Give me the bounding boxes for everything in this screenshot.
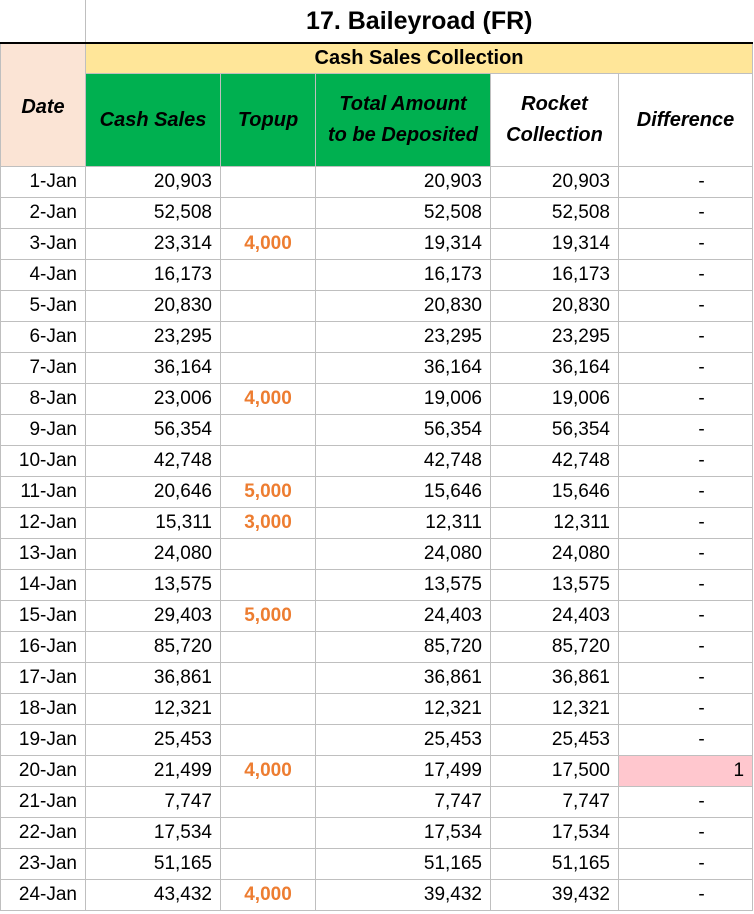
rocket-header-line1: Rocket <box>521 93 588 115</box>
table-row <box>1 539 753 570</box>
difference-cell: - <box>619 694 753 725</box>
date-cell: 15-Jan <box>1 601 86 632</box>
cash-sales-cell: 17,534 <box>86 818 221 849</box>
topup-cell <box>221 415 316 446</box>
total-deposit-cell: 16,173 <box>316 260 491 291</box>
topup-cell <box>221 725 316 756</box>
total-deposit-cell: 17,499 <box>316 756 491 787</box>
cash-sales-header: Cash Sales <box>86 74 221 167</box>
cash-sales-cell: 20,830 <box>86 291 221 322</box>
cash-sales-cell: 25,453 <box>86 725 221 756</box>
difference-cell: - <box>619 570 753 601</box>
rocket-collection-cell: 17,500 <box>491 756 619 787</box>
total-deposit-cell: 15,646 <box>316 477 491 508</box>
table-row <box>1 818 753 849</box>
date-cell: 17-Jan <box>1 663 86 694</box>
difference-cell: - <box>619 167 753 198</box>
total-deposit-cell: 85,720 <box>316 632 491 663</box>
table-row <box>1 229 753 260</box>
total-deposit-cell: 36,861 <box>316 663 491 694</box>
table-row <box>1 849 753 880</box>
rocket-collection-cell: 85,720 <box>491 632 619 663</box>
cash-sales-cell: 12,321 <box>86 694 221 725</box>
cash-sales-cell: 52,508 <box>86 198 221 229</box>
date-cell: 23-Jan <box>1 849 86 880</box>
difference-cell: - <box>619 229 753 260</box>
rocket-collection-cell: 36,861 <box>491 663 619 694</box>
date-cell: 11-Jan <box>1 477 86 508</box>
total-deposit-cell: 12,311 <box>316 508 491 539</box>
topup-cell: 4,000 <box>221 229 316 260</box>
sheet-title: 17. Baileyroad (FR) <box>86 0 753 43</box>
total-deposit-cell: 7,747 <box>316 787 491 818</box>
total-deposit-cell: 25,453 <box>316 725 491 756</box>
total-deposit-cell: 19,314 <box>316 229 491 260</box>
rocket-collection-cell: 42,748 <box>491 446 619 477</box>
cash-sales-cell: 20,903 <box>86 167 221 198</box>
table-row <box>1 632 753 663</box>
rocket-collection-cell: 17,534 <box>491 818 619 849</box>
difference-cell: - <box>619 291 753 322</box>
difference-cell: - <box>619 849 753 880</box>
rocket-header-line2: Collection <box>506 124 603 146</box>
rocket-collection-header <box>491 74 619 167</box>
topup-header: Topup <box>221 74 316 167</box>
total-deposit-cell: 56,354 <box>316 415 491 446</box>
date-cell: 12-Jan <box>1 508 86 539</box>
difference-cell: - <box>619 880 753 911</box>
cash-sales-cell: 21,499 <box>86 756 221 787</box>
rocket-collection-cell: 19,006 <box>491 384 619 415</box>
rocket-collection-cell: 12,311 <box>491 508 619 539</box>
date-cell: 13-Jan <box>1 539 86 570</box>
difference-cell: 1 <box>619 756 753 787</box>
total-deposit-header <box>316 74 491 167</box>
date-cell: 3-Jan <box>1 229 86 260</box>
topup-cell <box>221 632 316 663</box>
rocket-collection-cell: 20,903 <box>491 167 619 198</box>
table-row <box>1 694 753 725</box>
rocket-collection-cell: 25,453 <box>491 725 619 756</box>
table-row <box>1 663 753 694</box>
table-row <box>1 167 753 198</box>
date-cell: 21-Jan <box>1 787 86 818</box>
rocket-collection-cell: 15,646 <box>491 477 619 508</box>
difference-cell: - <box>619 508 753 539</box>
cash-sales-cell: 36,861 <box>86 663 221 694</box>
topup-cell <box>221 570 316 601</box>
topup-cell <box>221 694 316 725</box>
date-cell: 5-Jan <box>1 291 86 322</box>
topup-cell: 4,000 <box>221 384 316 415</box>
total-deposit-cell: 12,321 <box>316 694 491 725</box>
topup-cell: 4,000 <box>221 756 316 787</box>
corner-blank-cell <box>1 0 86 43</box>
total-deposit-cell: 42,748 <box>316 446 491 477</box>
rocket-collection-cell: 20,830 <box>491 291 619 322</box>
difference-cell: - <box>619 446 753 477</box>
total-header-line2: to be Deposited <box>327 124 478 146</box>
total-deposit-cell: 20,903 <box>316 167 491 198</box>
table-row <box>1 601 753 632</box>
cash-sales-cell: 24,080 <box>86 539 221 570</box>
table-row <box>1 198 753 229</box>
rocket-collection-cell: 12,321 <box>491 694 619 725</box>
cash-sales-cell: 36,164 <box>86 353 221 384</box>
table-row <box>1 384 753 415</box>
topup-cell <box>221 291 316 322</box>
cash-sales-cell: 23,295 <box>86 322 221 353</box>
total-deposit-cell: 17,534 <box>316 818 491 849</box>
total-deposit-cell: 19,006 <box>316 384 491 415</box>
table-row <box>1 787 753 818</box>
table-row <box>1 477 753 508</box>
difference-cell: - <box>619 353 753 384</box>
rocket-collection-cell: 56,354 <box>491 415 619 446</box>
date-cell: 10-Jan <box>1 446 86 477</box>
total-deposit-cell: 52,508 <box>316 198 491 229</box>
difference-cell: - <box>619 725 753 756</box>
date-cell: 20-Jan <box>1 756 86 787</box>
cash-sales-cell: 85,720 <box>86 632 221 663</box>
cash-sales-cell: 42,748 <box>86 446 221 477</box>
topup-cell <box>221 539 316 570</box>
rocket-collection-cell: 52,508 <box>491 198 619 229</box>
date-cell: 22-Jan <box>1 818 86 849</box>
rocket-collection-cell: 23,295 <box>491 322 619 353</box>
topup-cell: 4,000 <box>221 880 316 911</box>
rocket-collection-cell: 24,080 <box>491 539 619 570</box>
cash-sales-cell: 20,646 <box>86 477 221 508</box>
total-deposit-cell: 23,295 <box>316 322 491 353</box>
topup-cell <box>221 446 316 477</box>
difference-cell: - <box>619 601 753 632</box>
cash-sales-cell: 16,173 <box>86 260 221 291</box>
difference-cell: - <box>619 787 753 818</box>
date-cell: 18-Jan <box>1 694 86 725</box>
cash-sales-cell: 23,314 <box>86 229 221 260</box>
rocket-collection-cell: 39,432 <box>491 880 619 911</box>
difference-cell: - <box>619 539 753 570</box>
topup-cell <box>221 818 316 849</box>
date-cell: 2-Jan <box>1 198 86 229</box>
table-row <box>1 756 753 787</box>
difference-cell: - <box>619 477 753 508</box>
topup-cell: 5,000 <box>221 601 316 632</box>
total-deposit-cell: 20,830 <box>316 291 491 322</box>
difference-cell: - <box>619 632 753 663</box>
table-row <box>1 291 753 322</box>
cash-sales-cell: 43,432 <box>86 880 221 911</box>
rocket-collection-cell: 7,747 <box>491 787 619 818</box>
table-row <box>1 322 753 353</box>
cash-sales-cell: 29,403 <box>86 601 221 632</box>
total-deposit-cell: 24,080 <box>316 539 491 570</box>
rocket-collection-cell: 24,403 <box>491 601 619 632</box>
table-row <box>1 570 753 601</box>
total-deposit-cell: 51,165 <box>316 849 491 880</box>
date-cell: 9-Jan <box>1 415 86 446</box>
cash-sales-cell: 23,006 <box>86 384 221 415</box>
date-cell: 16-Jan <box>1 632 86 663</box>
date-cell: 1-Jan <box>1 167 86 198</box>
topup-cell: 3,000 <box>221 508 316 539</box>
difference-cell: - <box>619 415 753 446</box>
date-cell: 8-Jan <box>1 384 86 415</box>
total-header-line1: Total Amount <box>339 93 467 115</box>
table-row <box>1 260 753 291</box>
cash-sales-cell: 56,354 <box>86 415 221 446</box>
table-row <box>1 508 753 539</box>
rocket-collection-cell: 13,575 <box>491 570 619 601</box>
topup-cell <box>221 260 316 291</box>
cash-sales-cell: 51,165 <box>86 849 221 880</box>
date-header: Date <box>1 43 86 167</box>
topup-cell <box>221 663 316 694</box>
rocket-collection-cell: 16,173 <box>491 260 619 291</box>
topup-cell <box>221 849 316 880</box>
difference-cell: - <box>619 663 753 694</box>
topup-cell: 5,000 <box>221 477 316 508</box>
difference-cell: - <box>619 260 753 291</box>
table-row <box>1 446 753 477</box>
total-deposit-cell: 13,575 <box>316 570 491 601</box>
date-cell: 14-Jan <box>1 570 86 601</box>
table-row <box>1 880 753 911</box>
cash-sales-cell: 13,575 <box>86 570 221 601</box>
total-deposit-cell: 24,403 <box>316 601 491 632</box>
total-deposit-cell: 39,432 <box>316 880 491 911</box>
date-cell: 7-Jan <box>1 353 86 384</box>
cash-sales-cell: 15,311 <box>86 508 221 539</box>
topup-cell <box>221 353 316 384</box>
total-deposit-cell: 36,164 <box>316 353 491 384</box>
topup-cell <box>221 167 316 198</box>
topup-cell <box>221 198 316 229</box>
topup-cell <box>221 322 316 353</box>
difference-cell: - <box>619 198 753 229</box>
date-cell: 4-Jan <box>1 260 86 291</box>
group-header: Cash Sales Collection <box>86 43 753 74</box>
difference-header: Difference <box>619 74 753 167</box>
table-row <box>1 725 753 756</box>
cash-sales-cell: 7,747 <box>86 787 221 818</box>
difference-cell: - <box>619 322 753 353</box>
rocket-collection-cell: 51,165 <box>491 849 619 880</box>
difference-cell: - <box>619 384 753 415</box>
date-cell: 24-Jan <box>1 880 86 911</box>
difference-cell: - <box>619 818 753 849</box>
date-cell: 6-Jan <box>1 322 86 353</box>
table-row <box>1 353 753 384</box>
date-cell: 19-Jan <box>1 725 86 756</box>
rocket-collection-cell: 19,314 <box>491 229 619 260</box>
table-row <box>1 415 753 446</box>
topup-cell <box>221 787 316 818</box>
rocket-collection-cell: 36,164 <box>491 353 619 384</box>
